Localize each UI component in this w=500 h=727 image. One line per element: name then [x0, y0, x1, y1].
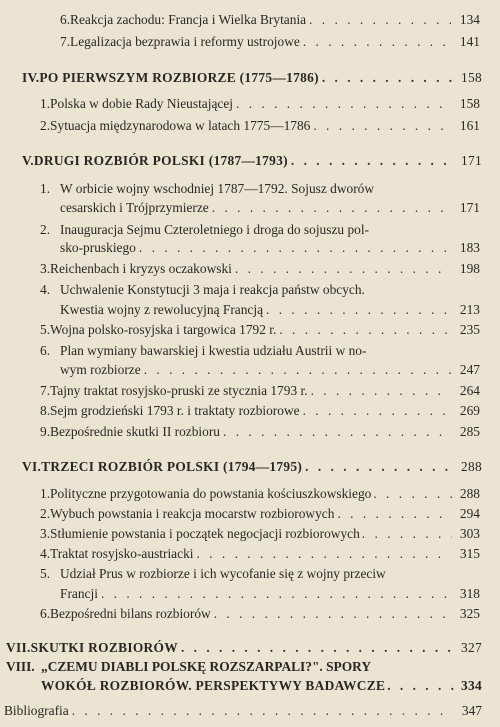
dot-leader	[144, 362, 451, 378]
entry-title: cesarskich i Trójprzymierze	[60, 200, 209, 215]
entry-page: 161	[459, 118, 480, 133]
entry-number: 1.	[40, 181, 51, 196]
entry-title: Wojna polsko-rosyjska i targowica 1792 r.	[50, 322, 277, 337]
entry-number: 2.	[40, 222, 51, 237]
entry-title: Bibliografia	[4, 703, 69, 718]
chapter-page: 334	[461, 678, 482, 693]
dot-leader	[279, 322, 451, 338]
entry-number: 5.	[40, 566, 51, 581]
entry-title-line1: Inauguracja Sejmu Czteroletniego i droga do sojuszu pol-	[60, 222, 370, 237]
dot-leader	[101, 586, 451, 602]
dot-leader	[72, 703, 453, 719]
dot-leader	[223, 424, 451, 440]
toc-entry-bibliography	[4, 703, 482, 719]
dot-leader	[212, 200, 451, 216]
entry-title: Legalizacja bezprawia i reformy ustrojowe	[70, 34, 300, 49]
toc-entry	[60, 200, 480, 216]
entry-number: 2.	[40, 506, 51, 521]
entry-page: 141	[459, 34, 480, 49]
chapter-title: WOKÓŁ ROZBIORÓW. PERSPEKTYWY BADAWCZE	[41, 678, 386, 693]
toc-entry	[40, 322, 480, 338]
toc-entry	[60, 240, 480, 256]
entry-title: Bezpośredni bilans rozbiorów	[50, 606, 211, 621]
entry-title: Polska w dobie Rady Nieustającej	[50, 96, 234, 111]
chapter-heading	[22, 459, 482, 475]
entry-title: Sytuacja międzynarodowa w latach 1775—1786	[50, 118, 311, 133]
entry-title: Polityczne przygotowania do powstania kościuszkowskiego	[50, 486, 372, 501]
entry-number: 3.	[40, 261, 51, 276]
entry-page: 315	[459, 546, 480, 561]
chapter-heading	[6, 640, 482, 656]
toc-entry	[40, 403, 480, 419]
dot-leader	[373, 486, 452, 502]
entry-page: 269	[459, 403, 480, 418]
dot-leader	[214, 606, 451, 622]
entry-title: Reichenbach i kryzys oczakowski	[50, 261, 232, 276]
chapter-number: V.	[22, 153, 34, 168]
dot-leader	[337, 506, 451, 522]
chapter-page: 158	[461, 70, 482, 85]
dot-leader	[196, 546, 451, 562]
entry-title: Wybuch powstania i reakcja mocarstw rozbiorowych	[50, 506, 335, 521]
toc-entry	[40, 118, 480, 134]
dot-leader	[291, 153, 453, 169]
dot-leader	[309, 12, 451, 28]
toc-entry	[40, 606, 480, 622]
entry-page: 294	[459, 506, 480, 521]
toc-entry	[40, 261, 480, 277]
entry-page: 171	[459, 200, 480, 215]
entry-page: 134	[459, 12, 480, 27]
entry-page: 288	[459, 486, 480, 501]
chapter-title: TRZECI ROZBIÓR POLSKI (1794—1795)	[41, 459, 303, 474]
entry-title-line1: Uchwalenie Konstytucji 3 maja i reakcja państw obcych.	[60, 282, 365, 297]
chapter-page: 288	[461, 459, 482, 474]
toc-entry	[40, 383, 480, 399]
entry-number: 7.	[40, 383, 51, 398]
chapter-title: SKUTKI ROZBIORÓW	[30, 640, 178, 655]
entry-number: 6.	[40, 606, 51, 621]
chapter-number: VIII.	[6, 659, 35, 674]
entry-number: 7.	[60, 34, 71, 49]
entry-page: 347	[461, 703, 482, 718]
entry-page: 318	[459, 586, 480, 601]
chapter-heading	[41, 678, 482, 694]
chapter-number: VII.	[6, 640, 31, 655]
entry-title: wym rozbiorze	[60, 362, 141, 377]
toc-entry	[60, 34, 480, 50]
entry-page: 158	[459, 96, 480, 111]
chapter-title-line1: „CZEMU DIABLI POLSKĘ ROZSZARPALI?". SPORY	[41, 659, 371, 674]
entry-page: 235	[459, 322, 480, 337]
dot-leader	[266, 302, 451, 318]
entry-page: 198	[459, 261, 480, 276]
dot-leader	[303, 403, 451, 419]
entry-number: 5.	[40, 322, 51, 337]
toc-entry	[60, 362, 480, 378]
toc-entry	[40, 424, 480, 440]
entry-page: 325	[459, 606, 480, 621]
chapter-number: IV.	[22, 70, 40, 85]
entry-page: 183	[459, 240, 480, 255]
entry-page: 303	[459, 526, 480, 541]
entry-number: 2.	[40, 118, 51, 133]
entry-number: 4.	[40, 282, 51, 297]
toc-entry	[40, 506, 480, 522]
entry-title: Traktat rosyjsko-austriacki	[50, 546, 194, 561]
entry-number: 1.	[40, 486, 51, 501]
dot-leader	[322, 70, 453, 86]
dot-leader	[362, 526, 452, 542]
dot-leader	[313, 118, 451, 134]
dot-leader	[303, 34, 451, 50]
entry-page: 285	[459, 424, 480, 439]
entry-title: Francji	[60, 586, 98, 601]
entry-number: 1.	[40, 96, 51, 111]
entry-number: 4.	[40, 546, 51, 561]
entry-title: Bezpośrednie skutki II rozbioru	[50, 424, 220, 439]
toc-entry	[60, 302, 480, 318]
entry-number: 9.	[40, 424, 51, 439]
chapter-number: VI.	[22, 459, 42, 474]
entry-title: sko-pruskiego	[60, 240, 136, 255]
dot-leader	[305, 459, 453, 475]
dot-leader	[311, 383, 451, 399]
toc-entry	[60, 12, 480, 28]
dot-leader	[235, 261, 451, 277]
chapter-page: 171	[461, 153, 482, 168]
chapter-title: PO PIERWSZYM ROZBIORZE (1775—1786)	[39, 70, 319, 85]
entry-title: Stłumienie powstania i początek negocjacji rozbiorowych	[50, 526, 360, 541]
toc-entry	[40, 546, 480, 562]
dot-leader	[236, 96, 451, 112]
dot-leader	[139, 240, 451, 256]
entry-title-line1: W orbicie wojny wschodniej 1787—1792. Sojusz dworów	[60, 181, 375, 196]
entry-title-line1: Udział Prus w rozbiorze i ich wycofanie się z wojny przeciw	[60, 566, 386, 581]
entry-title: Sejm grodzieński 1793 r. i traktaty rozbiorowe	[50, 403, 300, 418]
chapter-page: 327	[461, 640, 482, 655]
entry-number: 8.	[40, 403, 51, 418]
chapter-heading	[22, 153, 482, 169]
entry-title: Reakcja zachodu: Francja i Wielka Brytania	[70, 12, 307, 27]
toc-entry	[40, 486, 480, 502]
chapter-title: DRUGI ROZBIÓR POLSKI (1787—1793)	[33, 153, 288, 168]
toc-entry	[40, 96, 480, 112]
toc-entry	[60, 586, 480, 602]
dot-leader	[387, 678, 454, 694]
entry-title: Tajny traktat rosyjsko-pruski ze stycznia 1793 r.	[50, 383, 308, 398]
entry-number: 3.	[40, 526, 51, 541]
entry-page: 247	[459, 362, 480, 377]
toc-entry	[40, 526, 480, 542]
chapter-heading	[22, 70, 482, 86]
entry-page: 264	[459, 383, 480, 398]
entry-number: 6.	[60, 12, 71, 27]
entry-page: 213	[459, 302, 480, 317]
entry-title-line1: Plan wymiany bawarskiej i kwestia udziału Austrii w no-	[60, 343, 367, 358]
entry-number: 6.	[40, 343, 51, 358]
dot-leader	[181, 640, 453, 656]
entry-title: Kwestia wojny z rewolucyjną Francją	[60, 302, 264, 317]
